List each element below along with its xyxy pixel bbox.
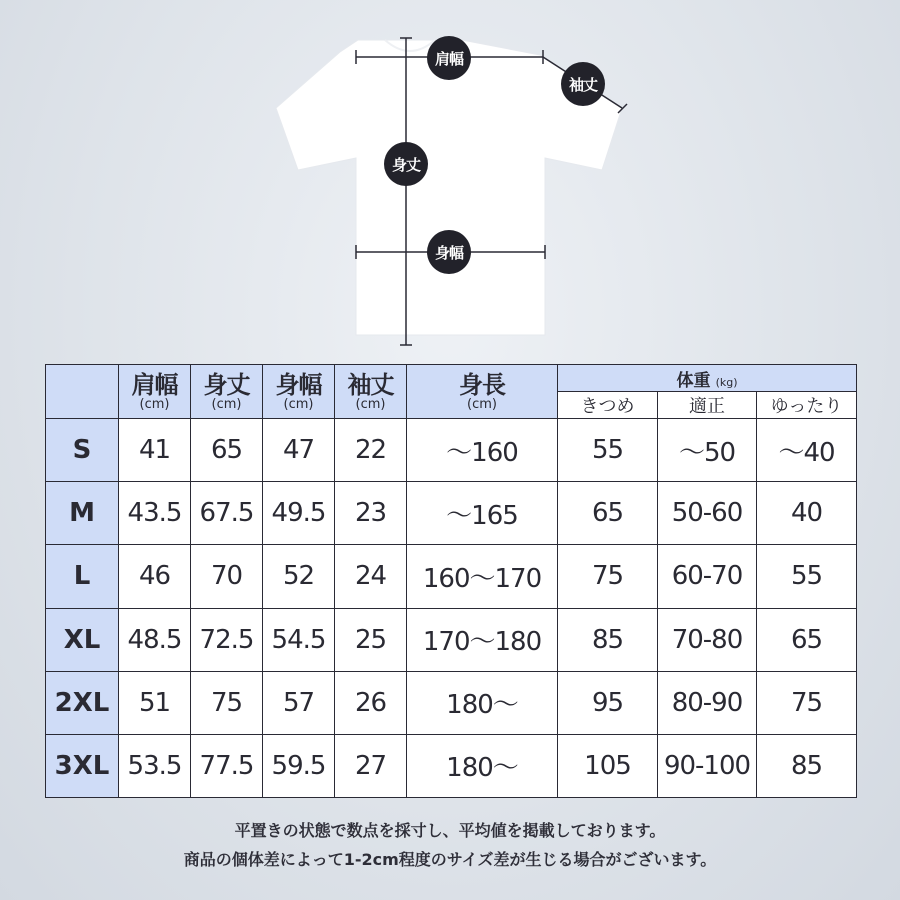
weight-sub-tight: きつめ	[558, 392, 658, 419]
header-width	[263, 365, 335, 419]
header-length	[191, 365, 263, 419]
table-cell: 95	[558, 671, 658, 734]
table-cell: 85	[558, 608, 658, 671]
weight-sub-regular: 適正	[658, 392, 757, 419]
table-cell: 70-80	[658, 608, 757, 671]
header-unit: (cm)	[283, 396, 314, 412]
table-cell: 75	[558, 545, 658, 608]
header-height	[407, 365, 558, 419]
table-cell: ～160	[407, 419, 558, 482]
table-cell: 22	[335, 419, 407, 482]
table-cell: 41	[119, 419, 191, 482]
table-cell: ～165	[407, 482, 558, 545]
table-cell: 65	[558, 482, 658, 545]
table-cell: 60-70	[658, 545, 757, 608]
table-cell: 47	[263, 419, 335, 482]
table-cell: 55	[757, 545, 857, 608]
header-shoulder	[119, 365, 191, 419]
table-cell: 160～170	[407, 545, 558, 608]
header-unit: (cm)	[211, 396, 242, 412]
table-cell: 170～180	[407, 608, 558, 671]
table-cell: 53.5	[119, 734, 191, 797]
header-sleeve	[335, 365, 407, 419]
weight-title: 体重	[676, 370, 711, 391]
table-cell: 23	[335, 482, 407, 545]
length-badge: 身丈	[384, 142, 428, 186]
table-row	[46, 608, 857, 671]
size-label: S	[46, 419, 119, 482]
table-cell: 65	[191, 419, 263, 482]
table-cell: 27	[335, 734, 407, 797]
table-cell: 40	[757, 482, 857, 545]
table-cell: 80-90	[658, 671, 757, 734]
table-cell: 49.5	[263, 482, 335, 545]
sleeve-badge: 袖丈	[561, 62, 605, 106]
table-cell: 26	[335, 671, 407, 734]
table-cell: 180～	[407, 734, 558, 797]
table-cell: 65	[757, 608, 857, 671]
table-cell: 24	[335, 545, 407, 608]
table-cell: 90-100	[658, 734, 757, 797]
header-unit: (cm)	[355, 396, 386, 412]
table-cell: 67.5	[191, 482, 263, 545]
table-cell: 52	[263, 545, 335, 608]
header-unit: (cm)	[467, 396, 497, 412]
size-rows	[46, 419, 857, 798]
note-line-1: 平置きの状態で数点を採寸し、平均値を掲載しております。	[234, 821, 666, 840]
table-cell: ～40	[757, 419, 857, 482]
table-cell: 77.5	[191, 734, 263, 797]
table-cell: 43.5	[119, 482, 191, 545]
table-row	[46, 734, 857, 797]
table-cell: 59.5	[263, 734, 335, 797]
width-badge: 身幅	[427, 230, 471, 274]
header-name: 身幅	[275, 370, 322, 399]
weight-unit: (kg)	[715, 375, 738, 389]
table-cell: 46	[119, 545, 191, 608]
size-label: M	[46, 482, 119, 545]
table-cell: 70	[191, 545, 263, 608]
table-cell: 55	[558, 419, 658, 482]
header-name: 身丈	[203, 370, 250, 399]
table-cell: 180～	[407, 671, 558, 734]
header-unit: (cm)	[139, 396, 170, 412]
table-cell: 75	[757, 671, 857, 734]
table-cell: ～50	[658, 419, 757, 482]
table-row	[46, 671, 857, 734]
table-row	[46, 482, 857, 545]
table-cell: 105	[558, 734, 658, 797]
header-name: 袖丈	[347, 370, 394, 399]
table-cell: 72.5	[191, 608, 263, 671]
size-label: XL	[46, 608, 119, 671]
table-row	[46, 419, 857, 482]
table-cell: 85	[757, 734, 857, 797]
table-cell: 54.5	[263, 608, 335, 671]
header-name: 肩幅	[131, 370, 178, 399]
measurement-diagram	[0, 0, 900, 360]
weight-sub-loose: ゆったり	[757, 392, 857, 419]
header-name: 身長	[459, 370, 505, 399]
table-cell: 25	[335, 608, 407, 671]
table-cell: 50-60	[658, 482, 757, 545]
shoulder-badge: 肩幅	[427, 36, 471, 80]
header-weight	[558, 365, 857, 392]
table-row	[46, 545, 857, 608]
size-label: L	[46, 545, 119, 608]
table-cell: 48.5	[119, 608, 191, 671]
size-label: 2XL	[46, 671, 119, 734]
note-line-2: 商品の個体差によって1-2cm程度のサイズ差が生じる場合がございます。	[183, 850, 717, 869]
table-cell: 75	[191, 671, 263, 734]
table-cell: 51	[119, 671, 191, 734]
size-table	[45, 364, 857, 798]
corner-cell	[46, 365, 119, 419]
table-cell: 57	[263, 671, 335, 734]
size-label: 3XL	[46, 734, 119, 797]
